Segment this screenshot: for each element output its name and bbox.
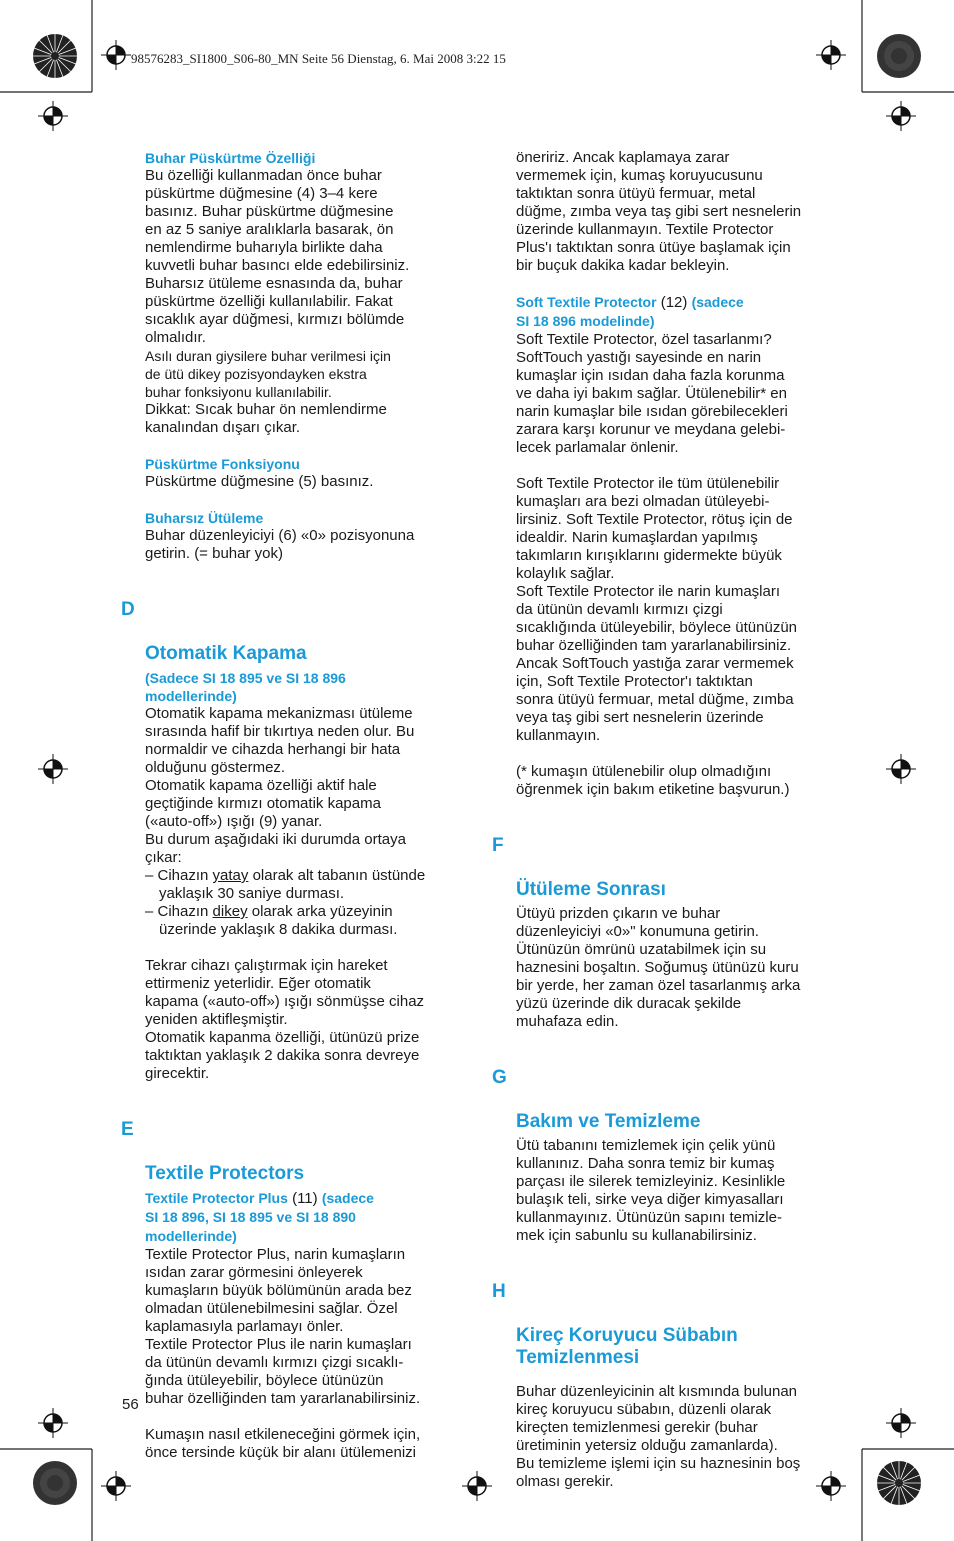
section-f-heading xyxy=(492,835,838,901)
section-d-paragraph-1: Otomatik kapama mekanizması ütüleme sırasında hafif bir tıkırtıya neden olur. Bu normaldir ve cihazda herhangi bir hata olduğunu göstermez. xyxy=(145,705,415,776)
section-title: Bakım ve Temizleme xyxy=(516,1111,701,1132)
section-h-heading xyxy=(492,1281,838,1369)
crosshair-icon xyxy=(886,754,916,784)
section-g-paragraph: Ütü tabanını temizlemek için çelik yünü kullanınız. Daha sonra temiz bir kumaş parçası ile silerek temizleyiniz. Kesinlikle bulaşık teli, sirke veya diğer kimyasalları kullanmayınız. Ütünüzün sapını temizle- mek için sabunlu su kullanabilirsiniz. xyxy=(516,1137,786,1244)
registration-starburst-icon xyxy=(32,1460,78,1506)
crosshair-icon xyxy=(101,40,131,70)
section-f-paragraph: Ütüyü prizden çıkarın ve buhar düzenleyiciyi «0»" konumuna getirin. Ütünüzün ömrünü uzatabilmek için su haznesini boşaltın. Soğumuş ütünüzü kuru bir yerde, her zaman özel tasarlanmış arka yüzü üzerinde dik duracak şekilde muhafaza edin. xyxy=(516,905,801,1030)
section-title: Kireç Koruyucu Sübabın Temizlenmesi xyxy=(516,1325,738,1368)
buhar-paragraph-1: Bu özelliği kullanmadan önce buhar püskürtme düğmesine (4) 3–4 kere basınız. Buhar püskürtme düğmesine en az 5 saniye aralıklarla basarak, ön nemlendirme buharıyla birlikte daha kuvvetli buhar basıncı elde edebilirsiniz. Buharsız ütüleme esnasında da, buhar püskürtme özelliği kullanılabilir. Fakat sıcaklık ayar düğmesi, kırmızı bölümde olmalıdır. xyxy=(145,167,410,346)
buharsiz-subtitle: Buharsız Ütüleme xyxy=(145,510,264,526)
section-d-models: (Sadece SI 18 895 ve SI 18 896 modellerinde) xyxy=(145,670,346,704)
section-e-paragraph-3: Kumaşın nasıl etkileneceğini görmek için, önce tersinde küçük bir alanı ütülemenizi xyxy=(145,1426,421,1461)
section-d-paragraph-3: Bu durum aşağıdaki iki durumda ortaya çıkar: xyxy=(145,831,406,866)
registration-starburst-icon xyxy=(876,33,922,79)
soft-protector-note: (* kumaşın ütülenebilir olup olmadığını öğrenmek için bakım etiketine başvurun.) xyxy=(516,763,790,798)
section-e-paragraph-1: Textile Protector Plus, narin kumaşların ısıdan zarar görmesini önleyerek kumaşların büyük bölümünün arada bez olmadan ütülenebilmesini sağlar. Özel kaplamasıyla parlamayı önler. xyxy=(145,1246,412,1335)
puskurtme-subtitle: Püskürtme Fonksiyonu xyxy=(145,456,300,472)
section-g-heading xyxy=(492,1067,838,1133)
crosshair-icon xyxy=(462,1471,492,1501)
section-letter: G xyxy=(492,1067,507,1088)
section-letter: F xyxy=(492,835,504,856)
section-d-paragraph-4: Tekrar cihazı çalıştırmak için hareket ettirmeniz yeterlidir. Eğer otomatik kapama («auto-off») ışığı sönmüşse cihaz yeniden aktifleşmiştir. xyxy=(145,957,425,1028)
section-e-paragraph-2: Textile Protector Plus ile narin kumaşları da ütünün devamlı kırmızı çizgi sıcaklı- ğında ütüleyebilir, böylece ütünüzün buhar özelliğinden tam yararlanabilirsiniz. xyxy=(145,1336,421,1407)
print-header: 98576283_SI1800_S06-80_MN Seite 56 Dienstag, 6. Mai 2008 3:22 15 xyxy=(131,51,506,66)
crosshair-icon xyxy=(886,101,916,131)
section-title: Otomatik Kapama xyxy=(145,643,307,664)
crosshair-icon xyxy=(816,40,846,70)
buharsiz-paragraph: Buhar düzenleyiciyi (6) «0» pozisyonuna getirin. (= buhar yok) xyxy=(145,527,415,562)
crosshair-icon xyxy=(38,1408,68,1438)
section-title: Textile Protectors xyxy=(145,1163,305,1184)
crosshair-icon xyxy=(38,101,68,131)
soft-protector-paragraph-2: Soft Textile Protector ile tüm ütülenebilir kumaşları ara bezi olmadan ütüleyebi- lirsiniz. Soft Textile Protector, rötuş için de idealdir. Narin kumaşlardan yapılmış takımların kırışıklarını gidermekte büyük kolaylık sağlar. xyxy=(516,475,793,582)
section-title: Ütüleme Sonrası xyxy=(516,879,666,900)
buhar-paragraph-2: Asılı duran giysilere buhar verilmesi için de ütü dikey pozisyondayken ekstra buhar fonksiyonu kullanılabilir. xyxy=(145,348,391,400)
section-d-paragraph-5: Otomatik kapanma özelliği, ütünüzü prize taktıktan yaklaşık 2 dakika sonra devreye girecektir. xyxy=(145,1029,420,1082)
right-column xyxy=(492,149,838,1491)
section-d-heading xyxy=(121,599,467,665)
list-item: – Cihazın dikey olarak arka yüzeyinin üzerinde yaklaşık 8 dakika durması. xyxy=(145,903,398,938)
list-item: – Cihazın yatay olarak alt tabanın üstünde yaklaşık 30 saniye durması. xyxy=(145,867,426,902)
crosshair-icon xyxy=(38,754,68,784)
buhar-subtitle: Buhar Püskürtme Özelliği xyxy=(145,150,316,166)
soft-protector-paragraph-1: Soft Textile Protector, özel tasarlanmı? SoftTouch yastığı sayesinde en narin kumaşlar için ısıdan daha fazla korunma ve daha iyi bakım sağlar. Ütülenebilir* en narin kumaşlar bile ısıdan görebilecekleri zarara karşı korunur ve meydana gelebi- lecek parlamalar önlenir. xyxy=(516,331,788,456)
section-letter: H xyxy=(492,1281,506,1302)
section-h-paragraph: Buhar düzenleyicinin alt kısmında bulunan kireç koruyucu sübabın, düzenli olarak kireçten temizlenmesi gerekir (buhar üretiminin yetersiz olduğu zamanlarda). Bu temizleme işlemi için su haznesinin boş olması gerekir. xyxy=(516,1383,801,1490)
crosshair-icon xyxy=(101,1471,131,1501)
registration-starburst-icon xyxy=(32,33,78,79)
puskurtme-paragraph: Püskürtme düğmesine (5) basınız. xyxy=(145,473,374,490)
section-e-subtitle: Textile Protector Plus (11) (sadece SI 18 896, SI 18 895 ve SI 18 890 modellerinde) xyxy=(145,1190,374,1244)
registration-starburst-icon xyxy=(876,1460,922,1506)
soft-protector-paragraph-3: Soft Textile Protector ile narin kumaşları da ütünün devamlı kırmızı çizgi sıcaklığında ütüleyebilir, böylece ütünüzün buhar özelliğinden tam yararlanabilirsiniz. Ancak SoftTouch yastığa zarar vermemek için, Soft Textile Protector'ı taktıktan sonra ütüyü fermuar, metal düğme, zımba veya taş gibi sert nesnelerin üzerinde kullanmayın. xyxy=(516,583,798,744)
section-letter: D xyxy=(121,599,135,620)
section-e-heading xyxy=(121,1119,467,1185)
crosshair-icon xyxy=(886,1408,916,1438)
section-d-paragraph-2: Otomatik kapama özelliği aktif hale geçtiğinde kırmızı otomatik kapama («auto-off») ışığı (9) yanar. xyxy=(145,777,381,830)
soft-protector-subtitle: Soft Textile Protector (12) (sadece SI 18 896 modelinde) xyxy=(516,294,744,329)
section-letter: E xyxy=(121,1119,134,1140)
continued-paragraph: öneririz. Ancak kaplamaya zarar vermemek için, kumaş koruyucusunu taktıktan sonra ütüyü fermuar, metal düğme, zımba veya taş gibi sert nesnelerin üzerinde kullanmayın. Textile Protector Plus'ı taktıktan sonra ütüye başlamak için bir buçuk dakika kadar bekleyin. xyxy=(516,149,802,274)
buhar-paragraph-3: Dikkat: Sıcak buhar ön nemlendirme kanalından dışarı çıkar. xyxy=(145,401,387,436)
page-number: 56 xyxy=(122,1396,139,1413)
